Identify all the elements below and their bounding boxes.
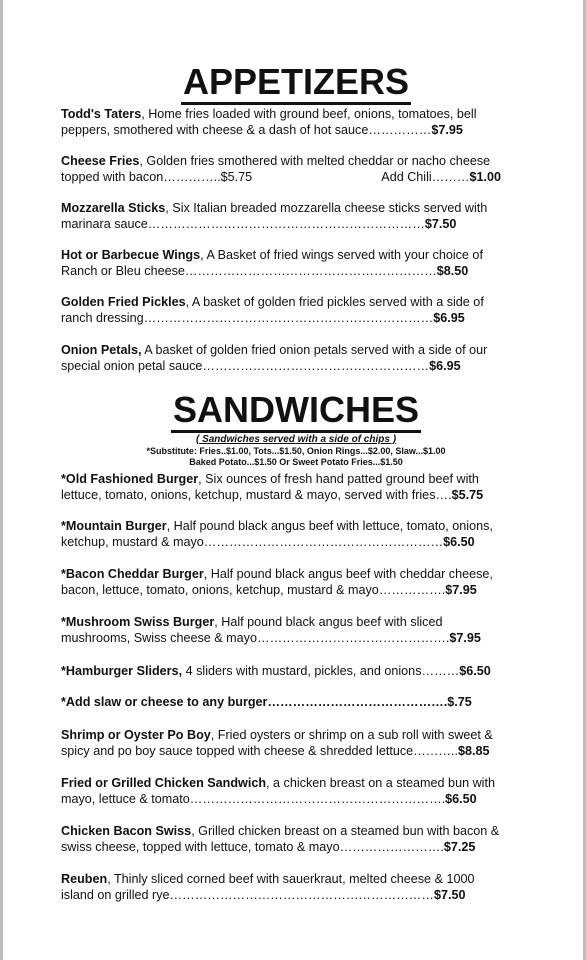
item-price: $6.95 (429, 359, 461, 373)
menu-item-onion-petals (61, 342, 531, 374)
item-price: $5.75 (451, 488, 484, 502)
item-description: , Six ounces of fresh hand patted ground beef with (198, 472, 479, 486)
item-description-cont: lettuce, tomato, onions, ketchup, mustard & mayo, served with fries…. (61, 488, 452, 502)
substitute-note: *Substitute: Fries..$1.00, Tots...$1.50, Onion Rings...$2.00, Slaw...$1.00 (146, 446, 446, 456)
item-price: $7.95 (449, 631, 481, 645)
item-name: Reuben (61, 872, 108, 886)
menu-item-add-slaw-or-cheese (61, 694, 531, 710)
item-name: *Mushroom Swiss Burger (61, 615, 215, 629)
item-description: , Home fries loaded with ground beef, onions, tomatoes, bell (141, 107, 477, 121)
item-description: A basket of golden fried onion petals served with a side of our (141, 343, 488, 357)
chips-note: ( Sandwiches served with a side of chips ) (195, 434, 397, 445)
item-description: , a chicken breast on a steamed bun with (266, 776, 495, 790)
item-description-cont: swiss cheese, topped with lettuce, tomato & mayo……………………. (61, 840, 444, 854)
item-name: *Add slaw or cheese to any burger……………………………………. (61, 695, 448, 709)
item-name: Hot or Barbecue Wings (61, 248, 201, 262)
menu-item-chicken-bacon-swiss (61, 823, 531, 855)
sandwich-notes (61, 434, 531, 468)
menu-item-hamburger-sliders (61, 663, 531, 679)
item-price: $6.50 (443, 535, 475, 549)
appetizers-heading: APPETIZERS (61, 62, 531, 102)
item-price: $7.95 (431, 123, 463, 137)
item-name: *Mountain Burger (61, 519, 167, 533)
item-name: Onion Petals, (61, 343, 142, 357)
item-name: Mozzarella Sticks (61, 201, 166, 215)
add-chili: Add Chili………$1.00 (381, 170, 501, 184)
item-name: *Hamburger Sliders, (61, 664, 183, 678)
item-description: 4 sliders with mustard, pickles, and onions……… (182, 664, 460, 678)
item-name: *Old Fashioned Burger (61, 472, 199, 486)
item-description-cont: spicy and po boy sauce topped with cheese & shredded lettuce……….. (61, 744, 458, 758)
item-description: , Half pound black angus beef with sliced (214, 615, 443, 629)
menu-item-wings (61, 247, 531, 279)
item-description: , Half pound black angus beef with lettuce, tomato, onions, (166, 519, 493, 533)
item-name: Todd's Taters (61, 107, 142, 121)
item-description-cont: ketchup, mustard & mayo………………………………………………… (61, 535, 444, 549)
item-description-cont: mayo, lettuce & tomato……………………………………………………. (61, 792, 446, 806)
item-price: $.75 (447, 695, 472, 709)
menu-item-bacon-cheddar-burger (61, 566, 531, 598)
item-description: , A Basket of fried wings served with your choice of (200, 248, 483, 262)
menu-item-chicken-sandwich (61, 775, 531, 807)
item-price: $7.25 (443, 840, 476, 854)
item-description-cont: Ranch or Bleu cheese…………………………………………………… (61, 264, 437, 278)
item-price: $7.50 (433, 888, 466, 902)
item-price: $8.85 (457, 744, 490, 758)
item-description-cont: mushrooms, Swiss cheese & mayo………………………………………. (61, 631, 450, 645)
item-description-cont: peppers, smothered with cheese & a dash of hot sauce…………… (61, 123, 432, 137)
item-description: , Thinly sliced corned beef with sauerkraut, melted cheese & 1000 (107, 872, 475, 886)
item-description-cont: special onion petal sauce……………………………………………… (61, 359, 430, 373)
item-name: Chicken Bacon Swiss (61, 824, 192, 838)
item-price: $6.50 (459, 664, 491, 678)
item-name: Fried or Grilled Chicken Sandwich (61, 776, 267, 790)
item-price: $6.50 (445, 792, 477, 806)
item-price: $7.95 (445, 583, 477, 597)
item-description-cont: bacon, lettuce, tomato, onions, ketchup, mustard & mayo……………. (61, 583, 446, 597)
menu-item-mountain-burger (61, 518, 531, 550)
item-name: *Bacon Cheddar Burger (61, 567, 204, 581)
item-description: , Six Italian breaded mozzarella cheese sticks served with (165, 201, 488, 215)
menu-item-reuben (61, 871, 531, 903)
menu-item-old-fashioned-burger (61, 471, 531, 503)
item-name: Golden Fried Pickles (61, 295, 186, 309)
sandwiches-heading: SANDWICHES (61, 390, 531, 430)
menu-item-po-boy (61, 727, 531, 759)
item-name: Shrimp or Oyster Po Boy (61, 728, 211, 742)
item-description: , A basket of golden fried pickles served with a side of (185, 295, 484, 309)
menu-item-mushroom-swiss-burger (61, 614, 531, 646)
item-description-cont: island on grilled rye……………………………………………………… (61, 888, 434, 902)
menu-item-mozzarella-sticks (61, 200, 531, 232)
item-price: $6.95 (433, 311, 465, 325)
item-description-cont: marinara sauce………………………………………………………… (61, 217, 425, 231)
item-price: $8.50 (436, 264, 469, 278)
item-description: , Fried oysters or shrimp on a sub roll with sweet & (210, 728, 493, 742)
add-chili-price: $1.00 (469, 170, 501, 184)
item-description: , Grilled chicken breast on a steamed bun with bacon & (191, 824, 500, 838)
item-description-cont: topped with bacon…………..$5.75 (61, 170, 253, 184)
item-price: $7.50 (424, 217, 457, 231)
menu-item-fried-pickles (61, 294, 531, 326)
item-description-cont: ranch dressing…………………………………………………………… (61, 311, 434, 325)
menu-item-cheese-fries (61, 153, 531, 185)
item-description: , Golden fries smothered with melted cheddar or nacho cheese (139, 154, 491, 168)
menu-item-todds-taters (61, 106, 531, 138)
item-description: , Half pound black angus beef with cheddar cheese, (203, 567, 493, 581)
item-name: Cheese Fries (61, 154, 140, 168)
substitute-note-cont: Baked Potato...$1.50 Or Sweet Potato Fries...$1.50 (189, 457, 403, 467)
